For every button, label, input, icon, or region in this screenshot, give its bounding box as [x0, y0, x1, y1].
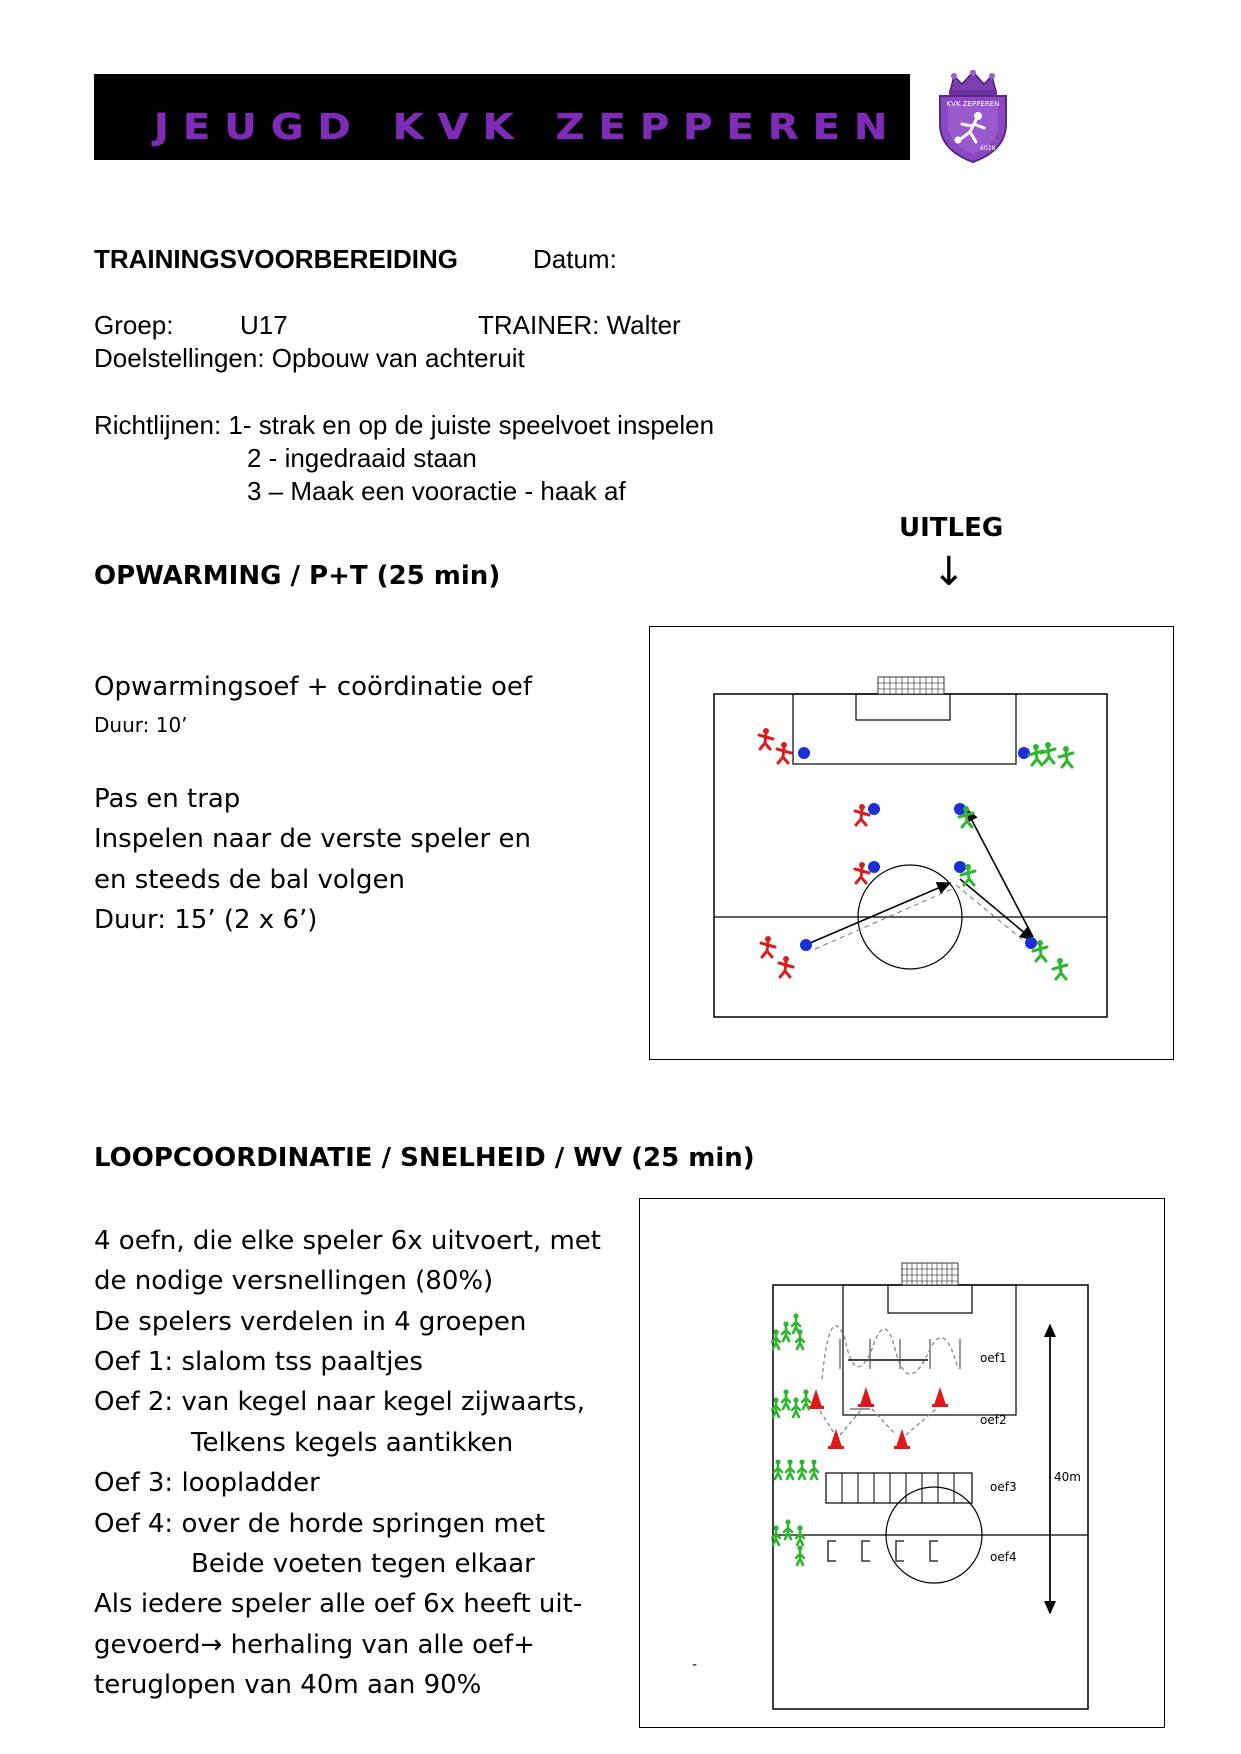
- exercise-line: Oef 4: over de horde springen met: [94, 1509, 546, 1539]
- trainer-label: TRAINER: Walter: [478, 310, 681, 340]
- station-label-oef1: oef1: [980, 1351, 1007, 1365]
- section-heading-warmup: OPWARMING / P+T (25 min): [94, 561, 501, 591]
- exercise-title: Opwarmingsoef + coördinatie oef: [94, 672, 533, 702]
- banner-title: JEUGD KVK ZEPPEREN: [154, 107, 902, 148]
- station-label-oef2: oef2: [980, 1413, 1007, 1427]
- dash-mark: -: [692, 1657, 698, 1673]
- exercise-line: Oef 3: loopladder: [94, 1468, 320, 1498]
- distance-label: 40m: [1054, 1470, 1081, 1484]
- goal-net-icon: [902, 1263, 958, 1285]
- group-label: Groep:: [94, 310, 174, 340]
- prep-title: TRAININGSVOORBEREIDING: [94, 244, 459, 274]
- down-arrow-icon: ↓: [932, 549, 966, 595]
- group-value: U17: [240, 310, 288, 340]
- station-label-oef3: oef3: [990, 1480, 1017, 1494]
- exercise-line: De spelers verdelen in 4 groepen: [94, 1307, 527, 1337]
- exercise-line: de nodige versnellingen (80%): [94, 1266, 494, 1296]
- svg-text:KVK ZEPPEREN: KVK ZEPPEREN: [946, 100, 1000, 108]
- exercise-line: Pas en trap: [94, 784, 241, 814]
- station-label-oef4: oef4: [990, 1550, 1017, 1564]
- passing-drill-diagram: [649, 626, 1174, 1060]
- club-crest-logo: [932, 70, 1014, 164]
- running-drill-diagram: [639, 1198, 1165, 1728]
- date-label: Datum:: [533, 244, 617, 274]
- exercise-line: Duur: 15’ (2 x 6’): [94, 905, 318, 935]
- uitleg-label: UITLEG: [899, 513, 1004, 543]
- guideline-line: Richtlijnen: 1- strak en op de juiste speelvoet inspelen: [94, 410, 715, 440]
- exercise-line: Oef 2: van kegel naar kegel zijwaarts,: [94, 1387, 585, 1417]
- exercise-line: en steeds de bal volgen: [94, 865, 405, 895]
- goals-text: Doelstellingen: Opbouw van achteruit: [94, 343, 525, 373]
- svg-text:6028: 6028: [980, 145, 996, 152]
- goal-net-icon: [878, 677, 944, 694]
- goal-box: [856, 694, 950, 720]
- exercise-line: Inspelen naar de verste speler en: [94, 824, 531, 854]
- header-banner: [94, 74, 910, 160]
- exercise-line: Oef 1: slalom tss paaltjes: [94, 1347, 423, 1377]
- exercise-line: teruglopen van 40m aan 90%: [94, 1670, 482, 1700]
- guideline-line: 2 - ingedraaid staan: [247, 443, 477, 473]
- guideline-line: 3 – Maak een vooractie - haak af: [247, 476, 626, 506]
- exercise-line: Beide voeten tegen elkaar: [191, 1549, 535, 1579]
- exercise-line: Als iedere speler alle oef 6x heeft uit-: [94, 1589, 583, 1619]
- section-heading-running: LOOPCOORDINATIE / SNELHEID / WV (25 min): [94, 1143, 755, 1173]
- exercise-line: gevoerd→ herhaling van alle oef+: [94, 1630, 535, 1660]
- exercise-line: 4 oefn, die elke speler 6x uitvoert, met: [94, 1226, 601, 1256]
- exercise-line: Telkens kegels aantikken: [191, 1428, 514, 1458]
- penalty-box: [793, 694, 1016, 764]
- exercise-duration: Duur: 10’: [94, 713, 188, 737]
